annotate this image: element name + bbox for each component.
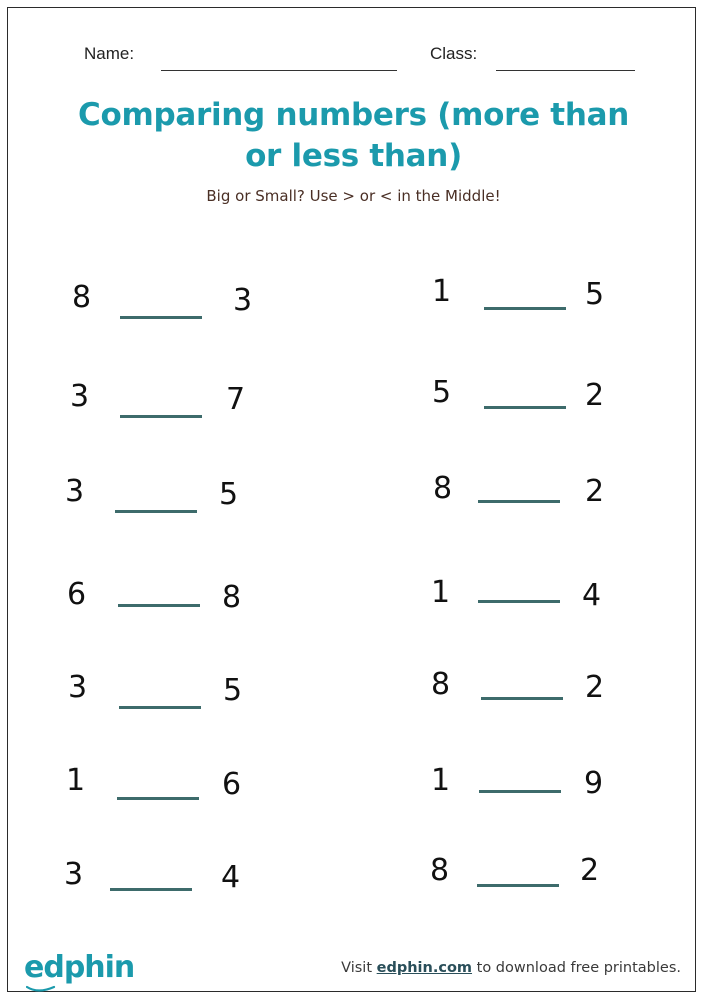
problem-right-number: 5 [585, 277, 605, 312]
problem-right-number: 5 [223, 673, 243, 708]
footer-prefix: Visit [341, 960, 377, 976]
problem-right-number: 7 [226, 382, 246, 417]
problem-left-number: 3 [68, 670, 88, 705]
problem-right-number: 2 [585, 474, 605, 509]
edphin-logo[interactable]: edphin [24, 950, 135, 985]
answer-blank[interactable] [478, 600, 560, 603]
name-label: Name: [84, 44, 135, 63]
footer-text [341, 960, 681, 976]
title-line-1: Comparing numbers (more than [78, 97, 629, 133]
problem-left-number: 1 [432, 274, 452, 309]
edphin-link[interactable]: edphin.com [376, 960, 473, 976]
problem-left-number: 1 [431, 763, 451, 798]
problem-right-number: 2 [585, 378, 605, 413]
answer-blank[interactable] [120, 316, 202, 319]
problem-right-number: 5 [219, 477, 239, 512]
answer-blank[interactable] [110, 888, 192, 891]
name-field[interactable] [161, 70, 397, 71]
page-title [0, 95, 707, 177]
problem-right-number: 6 [222, 767, 242, 802]
answer-blank[interactable] [484, 406, 566, 409]
answer-blank[interactable] [477, 884, 559, 887]
problem-right-number: 8 [222, 580, 242, 615]
problem-left-number: 3 [70, 379, 90, 414]
problem-left-number: 3 [65, 474, 85, 509]
problem-right-number: 3 [233, 283, 253, 318]
title-line-2: or less than) [245, 138, 462, 174]
problem-right-number: 9 [584, 766, 604, 801]
problem-left-number: 1 [431, 575, 451, 610]
answer-blank[interactable] [479, 790, 561, 793]
problem-left-number: 5 [432, 375, 452, 410]
problem-left-number: 6 [67, 577, 87, 612]
problem-left-number: 8 [433, 471, 453, 506]
answer-blank[interactable] [119, 706, 201, 709]
problem-right-number: 4 [221, 860, 241, 895]
answer-blank[interactable] [115, 510, 197, 513]
answer-blank[interactable] [481, 697, 563, 700]
logo-swoosh-icon [26, 985, 56, 993]
problem-left-number: 8 [430, 853, 450, 888]
class-label: Class: [430, 44, 478, 63]
problem-left-number: 1 [66, 763, 86, 798]
instructions: Big or Small? Use > or < in the Middle! [206, 187, 501, 205]
class-field[interactable] [496, 70, 635, 71]
answer-blank[interactable] [117, 797, 199, 800]
problem-left-number: 8 [431, 667, 451, 702]
problem-left-number: 3 [64, 857, 84, 892]
answer-blank[interactable] [484, 307, 566, 310]
answer-blank[interactable] [118, 604, 200, 607]
problem-right-number: 4 [582, 578, 602, 613]
footer-suffix: to download free printables. [472, 960, 681, 976]
problem-right-number: 2 [580, 853, 600, 888]
problem-right-number: 2 [585, 670, 605, 705]
problem-left-number: 8 [72, 280, 92, 315]
answer-blank[interactable] [120, 415, 202, 418]
answer-blank[interactable] [478, 500, 560, 503]
